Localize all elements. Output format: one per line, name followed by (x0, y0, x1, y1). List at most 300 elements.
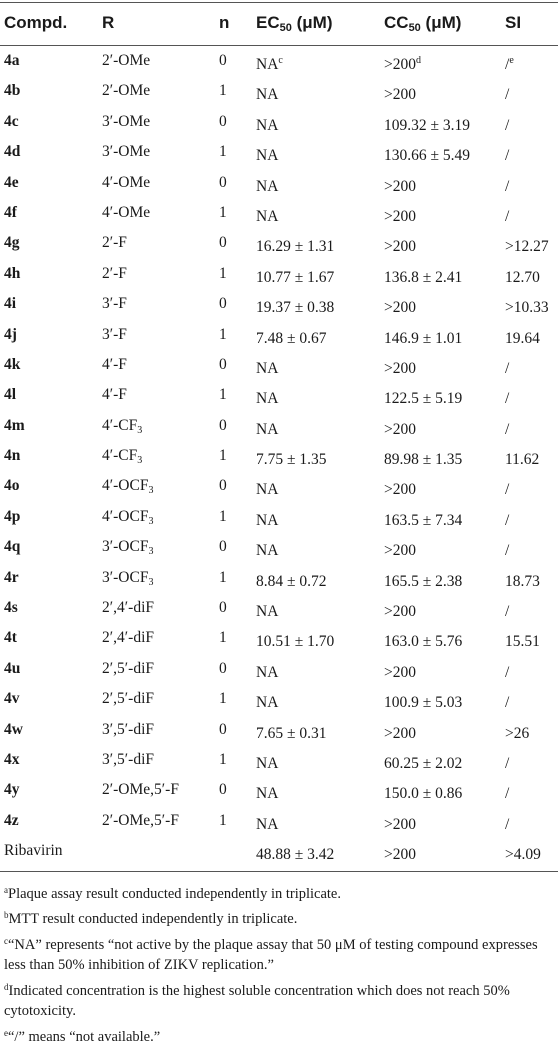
cell-si-value: / (505, 785, 510, 803)
cell-ec50 (256, 380, 278, 410)
cell-r (102, 350, 127, 380)
cell-si (505, 380, 509, 410)
cell-r-text: 2′-F (102, 234, 127, 252)
cell-si (505, 654, 509, 684)
cell-r-text: 4′-F (102, 355, 127, 373)
cell-r (102, 654, 154, 684)
cell-ec50-value: NA (256, 177, 279, 195)
cell-cc50-value: 109.32 ± 3.19 (384, 116, 471, 134)
cell-ec50 (256, 775, 278, 805)
cell-r (102, 806, 179, 836)
cell-si-value: / (505, 754, 510, 772)
cell-si (505, 532, 509, 562)
cell-n: 1 (219, 507, 227, 525)
cell-r-sub: 3 (137, 455, 143, 467)
cell-cc50-value: 165.5 ± 2.38 (384, 572, 463, 590)
cell-n: 1 (219, 447, 227, 465)
cell-ec50 (256, 593, 278, 623)
cell-cc50 (384, 715, 416, 745)
table-row (0, 137, 558, 167)
cell-si (505, 471, 509, 501)
header-r: R (102, 13, 115, 32)
cell-si (505, 502, 509, 532)
cell-si (505, 745, 509, 775)
cell-n: 1 (219, 325, 227, 343)
cell-si-value: / (505, 815, 510, 833)
cell-si-value: / (505, 359, 510, 377)
cell-ec50-note: c (278, 55, 283, 66)
cell-r-text: 2′,4′-diF (102, 599, 154, 617)
cell-si (505, 593, 509, 623)
cell-r-text: 4′-OMe (102, 203, 151, 221)
cell-r-text: 2′,5′-diF (102, 659, 154, 677)
cell-ec50 (256, 46, 283, 76)
cell-r-text: 4′-CF (102, 416, 138, 434)
cell-ec50-value: NA (256, 116, 279, 134)
cell-compd: 4r (4, 568, 19, 586)
cell-si (505, 411, 509, 441)
cell-cc50-value: >200 (384, 177, 416, 195)
cell-n: 0 (219, 355, 227, 373)
table-row (0, 289, 558, 319)
cell-n: 1 (219, 811, 227, 829)
cell-cc50 (384, 198, 416, 228)
cell-cc50 (384, 137, 470, 167)
cell-si (505, 259, 540, 289)
cell-r-sub: 3 (137, 424, 143, 436)
cell-r-sub: 3 (148, 515, 154, 527)
cell-si-value: 19.64 (505, 329, 540, 347)
footnote (4, 905, 554, 930)
cell-cc50-value: 89.98 ± 1.35 (384, 451, 463, 469)
cell-si-note: e (509, 55, 514, 66)
cell-r (102, 411, 142, 441)
cell-cc50 (384, 350, 416, 380)
cell-si-value: / (505, 147, 510, 165)
cell-si-value: 12.70 (505, 268, 540, 286)
cell-cc50 (384, 380, 462, 410)
table-row (0, 502, 558, 532)
cell-compd: 4v (4, 690, 20, 708)
cell-compd: 4t (4, 629, 17, 647)
cell-compd: 4n (4, 447, 21, 465)
footnote (4, 1023, 554, 1048)
cell-cc50-value: >200 (384, 846, 416, 864)
cell-cc50 (384, 806, 416, 836)
cell-n: 0 (219, 477, 227, 495)
footnotes (0, 872, 558, 1048)
cell-r (102, 471, 153, 501)
header-ec50-prefix: EC (256, 13, 280, 32)
table-row (0, 775, 558, 805)
cell-si (505, 320, 540, 350)
cell-r (102, 563, 153, 593)
cell-ec50 (256, 623, 334, 653)
cell-cc50 (384, 411, 416, 441)
table-row (0, 745, 558, 775)
cell-ec50-value: NA (256, 86, 279, 104)
cell-r (102, 137, 150, 167)
cell-ec50 (256, 563, 327, 593)
cell-ec50 (256, 411, 278, 441)
cell-compd: 4u (4, 659, 21, 677)
cell-si-value: >26 (505, 724, 530, 742)
cell-r-text: 2′-OMe,5′-F (102, 811, 179, 829)
cell-n: 0 (219, 173, 227, 191)
cell-cc50-value: >200 (384, 542, 416, 560)
cell-compd: 4d (4, 143, 21, 161)
cell-r-text: 3′-F (102, 295, 127, 313)
footnote (4, 931, 554, 976)
cell-n: 1 (219, 629, 227, 647)
cell-si-value: / (505, 116, 510, 134)
table-row (0, 623, 558, 653)
cell-r-text: 2′,4′-diF (102, 629, 154, 647)
cell-compd: 4j (4, 325, 17, 343)
cell-r-text: 3′-OMe (102, 112, 151, 130)
footnote (4, 880, 554, 905)
cell-compd: 4g (4, 234, 20, 252)
cell-ec50-value: 19.37 ± 0.38 (256, 299, 335, 317)
cell-r-text: 2′-F (102, 264, 127, 282)
cell-si-value: / (505, 603, 510, 621)
cell-si (505, 168, 509, 198)
cell-cc50-value: 163.0 ± 5.76 (384, 633, 463, 651)
cell-compd: 4m (4, 416, 25, 434)
cell-ec50-value: NA (256, 390, 279, 408)
cell-ec50-value: 8.84 ± 0.72 (256, 572, 327, 590)
header-ec50-sub: 50 (279, 22, 292, 34)
cell-ec50-value: NA (256, 359, 279, 377)
cell-r-text: 2′-OMe (102, 52, 151, 69)
cell-n: 0 (219, 52, 227, 69)
footnote-text: “NA” represents “not active by the plaque assay that 50 μM of testing compound expresses less than 50% inhibition of ZIKV replication.” (4, 936, 538, 974)
table-row (0, 76, 558, 106)
cell-ec50-value: NA (256, 481, 279, 499)
cell-n: 1 (219, 690, 227, 708)
footnote-mark: a (4, 884, 8, 895)
cell-ec50 (256, 745, 278, 775)
cell-cc50 (384, 107, 470, 137)
cell-cc50-note: d (416, 55, 421, 66)
cell-si-value: / (505, 420, 510, 438)
cell-ec50 (256, 836, 334, 866)
cell-ec50-value: NA (256, 663, 279, 681)
table-row (0, 532, 558, 562)
cell-r-text: 4′-OCF (102, 477, 149, 495)
cell-ec50-value: NA (256, 147, 279, 165)
cell-cc50 (384, 654, 416, 684)
cell-si (505, 289, 549, 319)
cell-cc50-value: >200 (384, 238, 416, 256)
header-si: SI (505, 13, 522, 32)
table-row (0, 593, 558, 623)
cell-r (102, 775, 179, 805)
cell-compd: 4w (4, 720, 23, 738)
cell-cc50-value: 60.25 ± 2.02 (384, 754, 463, 772)
cell-r (102, 380, 127, 410)
cell-cc50 (384, 320, 462, 350)
cell-cc50 (384, 684, 462, 714)
cell-r-sub: 3 (148, 485, 154, 497)
cell-r-text: 3′,5′-diF (102, 750, 154, 768)
cell-si (505, 775, 509, 805)
cell-r-sub: 3 (148, 546, 154, 558)
cell-ec50 (256, 289, 334, 319)
cell-n: 1 (219, 203, 227, 221)
cell-r (102, 623, 154, 653)
cell-cc50-value: >200 (384, 724, 416, 742)
cell-cc50 (384, 168, 416, 198)
table-row (0, 715, 558, 745)
cell-si-value: / (505, 481, 510, 499)
header-cc50 (384, 3, 461, 45)
footnote-text: Plaque assay result conducted independently in triplicate. (8, 885, 341, 902)
cell-cc50-value: >200 (384, 299, 416, 317)
cell-si (505, 198, 509, 228)
header-ec50-suffix: (μM) (291, 13, 333, 32)
table-row (0, 806, 558, 836)
cell-cc50-value: >200 (384, 603, 416, 621)
table-header (0, 2, 558, 46)
cell-cc50-value: 130.66 ± 5.49 (384, 147, 471, 165)
cell-r-text: 3′-F (102, 325, 127, 343)
cell-ec50 (256, 107, 278, 137)
cell-r (102, 441, 142, 471)
cell-ec50 (256, 168, 278, 198)
cell-si-value: / (505, 177, 510, 195)
cell-n: 1 (219, 82, 227, 100)
cell-si-value: >10.33 (505, 299, 549, 317)
cell-ec50-value: 7.48 ± 0.67 (256, 329, 327, 347)
cell-ec50 (256, 137, 278, 167)
cell-si (505, 441, 539, 471)
header-n: n (219, 13, 230, 32)
cell-si (505, 563, 540, 593)
cell-r-text: 4′-OMe (102, 173, 151, 191)
cell-cc50 (384, 289, 416, 319)
cell-cc50 (384, 836, 416, 866)
cell-cc50-value: 163.5 ± 7.34 (384, 511, 463, 529)
cell-cc50-value: >200 (384, 663, 416, 681)
cell-compd: 4s (4, 599, 18, 617)
cell-ec50-value: 7.65 ± 0.31 (256, 724, 327, 742)
cell-r-text: 3′-OMe (102, 143, 151, 161)
footnote (4, 977, 554, 1022)
cell-si-value: / (505, 663, 510, 681)
cell-r-text: 4′-OCF (102, 507, 149, 525)
cell-n: 0 (219, 538, 227, 556)
cell-si (505, 46, 514, 76)
cell-si (505, 715, 529, 745)
cell-si-value: >4.09 (505, 846, 541, 864)
cell-compd: 4c (4, 112, 19, 130)
table-row (0, 471, 558, 501)
cell-n: 1 (219, 568, 227, 586)
cell-si (505, 137, 509, 167)
cell-n: 0 (219, 781, 227, 799)
table-row (0, 320, 558, 350)
cell-si (505, 623, 540, 653)
cell-cc50-value: >200 (384, 56, 416, 73)
table-row (0, 654, 558, 684)
cell-n: 1 (219, 750, 227, 768)
cell-cc50 (384, 228, 416, 258)
footnote-text: Indicated concentration is the highest soluble concentration which does not reach 50% cytotoxicity. (4, 982, 510, 1020)
cell-si (505, 350, 509, 380)
cell-cc50 (384, 593, 416, 623)
cell-ec50-value: 7.75 ± 1.35 (256, 451, 327, 469)
cell-ec50-value: NA (256, 542, 279, 560)
cell-compd: 4k (4, 355, 21, 373)
cell-r-text: 2′-OMe (102, 82, 151, 100)
cell-ec50 (256, 471, 278, 501)
table-row (0, 563, 558, 593)
cell-ec50 (256, 806, 278, 836)
cell-cc50 (384, 259, 462, 289)
cell-cc50-value: 136.8 ± 2.41 (384, 268, 463, 286)
cell-cc50 (384, 46, 421, 76)
cell-si-value: / (505, 86, 510, 104)
cell-ec50-value: NA (256, 207, 279, 225)
cell-ec50 (256, 76, 278, 106)
cell-cc50-value: >200 (384, 481, 416, 499)
cell-n: 0 (219, 659, 227, 677)
cell-compd: 4b (4, 82, 21, 100)
cell-cc50 (384, 745, 462, 775)
cell-compd: 4i (4, 295, 17, 313)
header-cc50-prefix: CC (384, 13, 409, 32)
table-row (0, 441, 558, 471)
cell-si-value: / (505, 56, 510, 73)
cell-ec50 (256, 532, 278, 562)
cell-n: 0 (219, 234, 227, 252)
table-body (0, 46, 558, 867)
cell-cc50-value: >200 (384, 359, 416, 377)
cell-n: 1 (219, 143, 227, 161)
cell-cc50 (384, 532, 416, 562)
cell-n: 0 (219, 295, 227, 313)
table-row (0, 684, 558, 714)
cell-r (102, 46, 150, 76)
cell-si (505, 228, 549, 258)
cell-compd: 4q (4, 538, 21, 556)
cell-si-value: / (505, 511, 510, 529)
cell-r (102, 198, 150, 228)
footnote-text: “/” means “not available.” (8, 1028, 161, 1045)
cell-cc50-value: >200 (384, 207, 416, 225)
cell-ec50 (256, 350, 278, 380)
cell-ec50 (256, 502, 278, 532)
cell-si-value: 18.73 (505, 572, 540, 590)
footnote-mark: c (4, 935, 8, 946)
cell-r (102, 320, 127, 350)
cell-compd: 4x (4, 750, 20, 768)
cell-r (102, 502, 153, 532)
cell-r-text: 3′,5′-diF (102, 720, 154, 738)
cell-r (102, 259, 127, 289)
cell-ec50 (256, 320, 327, 350)
header-ec50 (256, 3, 332, 45)
cell-ec50 (256, 228, 334, 258)
cell-r (102, 532, 153, 562)
cell-compd: 4e (4, 173, 19, 191)
cell-ec50-value: 16.29 ± 1.31 (256, 238, 335, 256)
cell-cc50-value: 122.5 ± 5.19 (384, 390, 463, 408)
table-row (0, 259, 558, 289)
cell-r (102, 715, 154, 745)
cell-ec50 (256, 684, 278, 714)
cell-compd: 4o (4, 477, 20, 495)
cell-compd: Ribavirin (4, 842, 63, 860)
footnote-mark: d (4, 981, 9, 992)
table-row (0, 46, 558, 76)
cell-ec50-value: NA (256, 694, 279, 712)
cell-n: 0 (219, 720, 227, 738)
cell-n: 0 (219, 599, 227, 617)
cell-compd: 4a (4, 52, 20, 69)
cell-r-text: 4′-F (102, 386, 127, 404)
cell-ec50-value: NA (256, 56, 279, 73)
header-cc50-sub: 50 (408, 22, 421, 34)
table-row (0, 411, 558, 441)
cell-r-text: 2′,5′-diF (102, 690, 154, 708)
cell-r-sub: 3 (148, 576, 154, 588)
cell-cc50 (384, 502, 462, 532)
table-row (0, 107, 558, 137)
footnote-mark: e (4, 1027, 8, 1038)
cell-r (102, 593, 154, 623)
cell-cc50-value: >200 (384, 815, 416, 833)
cell-si-value: / (505, 390, 510, 408)
footnote-mark: b (4, 910, 9, 921)
cell-cc50-value: 146.9 ± 1.01 (384, 329, 463, 347)
cell-cc50 (384, 441, 462, 471)
cell-n: 1 (219, 386, 227, 404)
cell-ec50 (256, 259, 334, 289)
cell-cc50-value: 150.0 ± 0.86 (384, 785, 463, 803)
cell-r-text: 4′-CF (102, 447, 138, 465)
cell-cc50-value: >200 (384, 86, 416, 104)
cell-ec50-value: 10.77 ± 1.67 (256, 268, 335, 286)
cell-r (102, 228, 127, 258)
cell-r (102, 168, 150, 198)
cell-si-value: 11.62 (505, 451, 540, 469)
cell-ec50 (256, 441, 327, 471)
footnote-text: MTT result conducted independently in triplicate. (8, 911, 298, 928)
cell-compd: 4f (4, 203, 17, 221)
cell-si (505, 806, 509, 836)
cell-compd: 4h (4, 264, 21, 282)
cell-r-text: 2′-OMe,5′-F (102, 781, 179, 799)
cell-compd: 4l (4, 386, 17, 404)
cell-r-text: 3′-OCF (102, 568, 149, 586)
cell-si (505, 107, 509, 137)
cell-ec50-value: NA (256, 785, 279, 803)
table-row (0, 380, 558, 410)
cell-si-value: / (505, 542, 510, 560)
cell-r (102, 76, 150, 106)
cell-cc50 (384, 775, 462, 805)
cell-ec50-value: NA (256, 511, 279, 529)
cell-cc50 (384, 76, 416, 106)
cell-cc50 (384, 623, 462, 653)
cell-r (102, 289, 127, 319)
cell-si-value: / (505, 694, 510, 712)
cell-si (505, 76, 509, 106)
table-row (0, 168, 558, 198)
cell-r (102, 745, 154, 775)
